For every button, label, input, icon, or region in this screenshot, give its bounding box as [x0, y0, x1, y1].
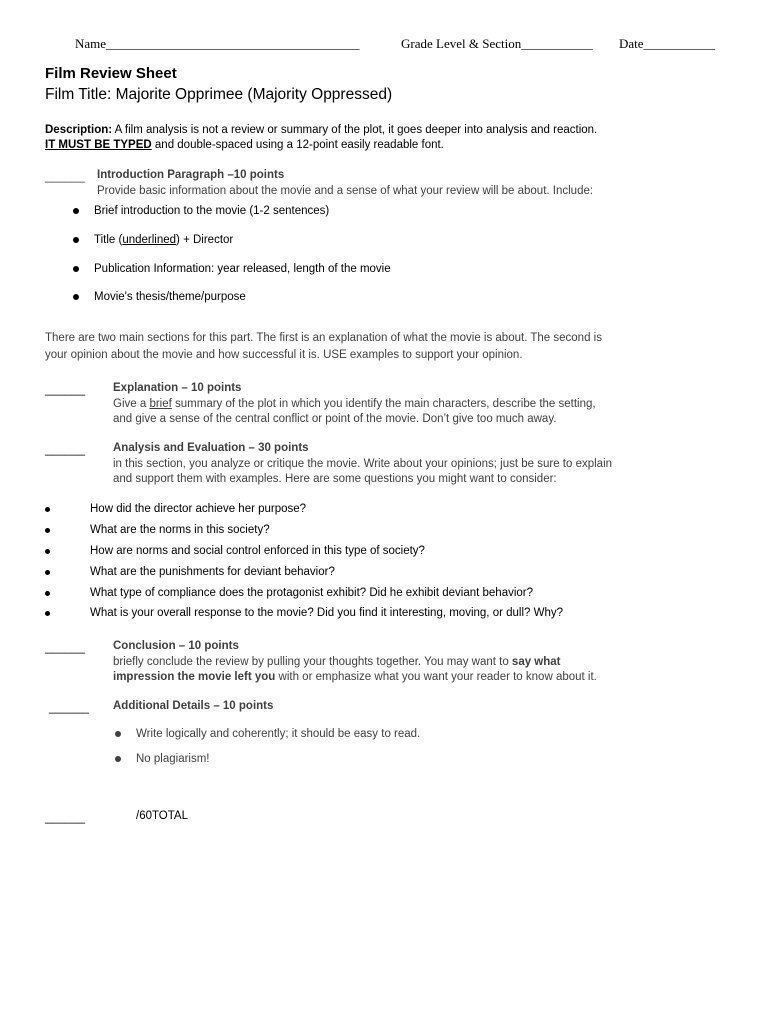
- intro-score-blank[interactable]: ______: [45, 169, 86, 183]
- question-3: [45, 545, 425, 557]
- intro-bullet-text: Brief introduction to the movie (1-2 sentences): [94, 205, 330, 217]
- bullet-icon: [45, 591, 50, 596]
- bullet-icon: [73, 237, 79, 243]
- date-field[interactable]: Date___________: [619, 36, 716, 51]
- question-4: [45, 566, 335, 578]
- intro-bullet-4: [73, 291, 246, 303]
- name-field[interactable]: Name_______________________________________: [75, 36, 360, 51]
- conclusion-line-1: briefly conclude the review by pulling your thoughts together. You may want to say what: [113, 656, 561, 668]
- question-text: What are the norms in this society?: [90, 524, 270, 536]
- description-text-2: and double-spaced using a 12-point easily readable font.: [151, 139, 444, 151]
- bullet-icon: [73, 266, 79, 272]
- intro-bullet-text: Movie's thesis/theme/purpose: [94, 291, 246, 303]
- question-text: What type of compliance does the protagonist exhibit? Did he exhibit deviant behavior?: [90, 587, 534, 599]
- intro-bullet-text: Publication Information: year released, length of the movie: [94, 263, 391, 275]
- intro-bullet-1: [73, 205, 329, 217]
- question-1: [45, 503, 306, 515]
- additional-bullet-text: Write logically and coherently; it should be easy to read.: [136, 728, 421, 740]
- conclusion-score-blank[interactable]: ______: [45, 640, 86, 654]
- explanation-line-1: Give a brief summary of the plot in which you identify the main characters, describe the setting,: [113, 398, 596, 410]
- explanation-line-2: and give a sense of the central conflict or point of the movie. Don’t give too much away.: [113, 413, 557, 425]
- description-text: A film analysis is not a review or summary of the plot, it goes deeper into analysis and reaction.: [112, 124, 598, 136]
- total-label: /60TOTAL: [136, 810, 188, 822]
- conclusion-line-2: impression the movie left you with or emphasize what you want your reader to know about it.: [113, 671, 597, 683]
- explanation-score-blank[interactable]: ______: [45, 382, 86, 396]
- additional-bullet-1: [115, 728, 420, 740]
- bullet-icon: [45, 611, 50, 616]
- film-title: Film Title: Majorite Opprimee (Majority Oppressed): [45, 86, 393, 103]
- analysis-line-1: in this section, you analyze or critique the movie. Write about your opinions; just be sure to explain: [113, 458, 613, 470]
- intro-bullet-text: Title (underlined) + Director: [94, 234, 234, 246]
- question-text: What is your overall response to the movie? Did you find it interesting, moving, or dull? Why?: [90, 607, 563, 619]
- typed-requirement: IT MUST BE TYPED: [45, 139, 152, 151]
- intro-text: Provide basic information about the movie and a sense of what your review will be about. Include:: [97, 185, 594, 197]
- analysis-line-2: and support them with examples. Here are some questions you might want to consider:: [113, 473, 557, 485]
- question-6: [45, 607, 563, 619]
- explanation-title: Explanation – 10 points: [113, 382, 242, 394]
- bullet-icon: [45, 507, 50, 512]
- question-text: What are the punishments for deviant behavior?: [90, 566, 335, 578]
- bullet-icon: [115, 731, 121, 737]
- question-2: [45, 524, 270, 536]
- bullet-icon: [73, 294, 79, 300]
- bullet-icon: [115, 756, 121, 762]
- intro-bullet-3: [73, 263, 391, 275]
- additional-bullet-text: No plagiarism!: [136, 753, 210, 765]
- grade-level-field[interactable]: Grade Level & Section___________: [401, 36, 593, 51]
- bullet-icon: [73, 208, 79, 214]
- analysis-score-blank[interactable]: ______: [45, 442, 86, 456]
- bullet-icon: [45, 528, 50, 533]
- question-text: How are norms and social control enforced in this type of society?: [90, 545, 425, 557]
- analysis-title: Analysis and Evaluation – 30 points: [113, 442, 309, 454]
- sections-note-line-1: There are two main sections for this part. The first is an explanation of what the movie is about. The second is: [45, 332, 602, 344]
- additional-title: Additional Details – 10 points: [113, 700, 274, 712]
- description-line-2: [45, 139, 444, 151]
- conclusion-title: Conclusion – 10 points: [113, 640, 239, 652]
- question-5: [45, 587, 533, 599]
- total-score-blank[interactable]: ______: [45, 810, 86, 824]
- description-line-1: [45, 124, 597, 136]
- bullet-icon: [45, 549, 50, 554]
- description-label: Description:: [45, 124, 113, 136]
- bullet-icon: [45, 570, 50, 575]
- sections-note-line-2: your opinion about the movie and how successful it is. USE examples to support your opinion.: [45, 349, 523, 361]
- intro-bullet-2: [73, 234, 233, 246]
- additional-bullet-2: [115, 753, 210, 765]
- additional-score-blank[interactable]: ______: [49, 700, 90, 714]
- intro-title: Introduction Paragraph –10 points: [97, 169, 285, 181]
- question-text: How did the director achieve her purpose?: [90, 503, 307, 515]
- sheet-title: Film Review Sheet: [45, 65, 177, 82]
